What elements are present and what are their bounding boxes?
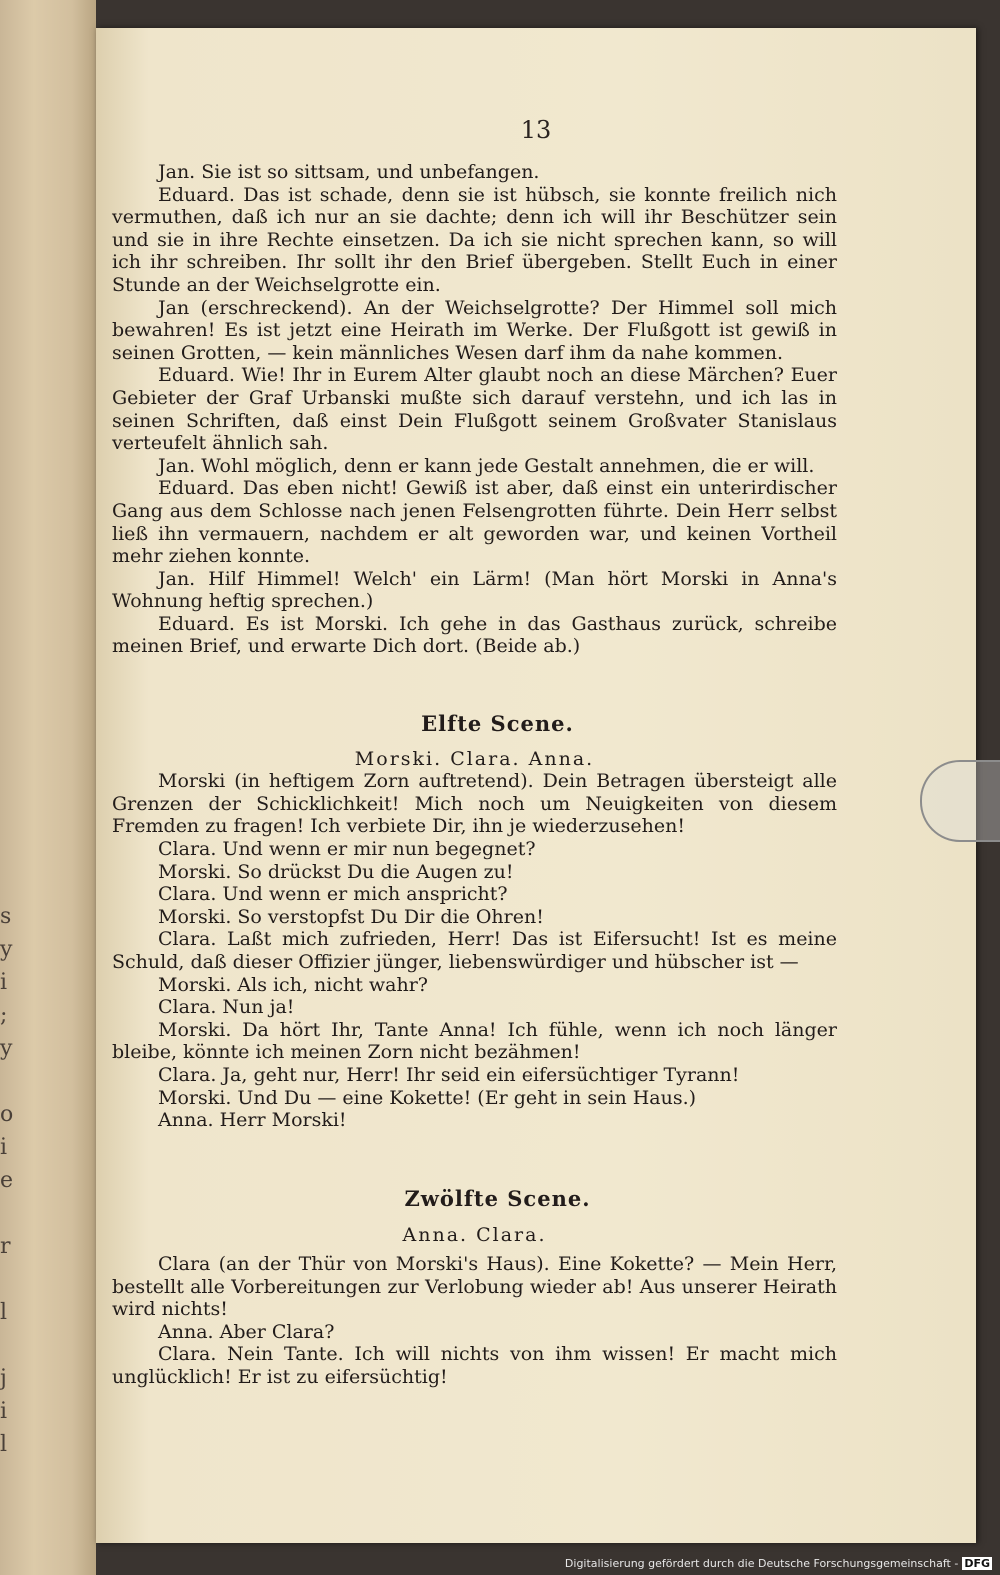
- facing-page-fragments: [0, 900, 14, 1461]
- book-page: [96, 28, 976, 1543]
- edge-char: y: [0, 937, 13, 962]
- page-clip-tab: [920, 760, 1000, 842]
- edge-char: i: [0, 1399, 8, 1424]
- dialogue-line: Jan. Wohl möglich, denn er kann jede Gestalt annehmen, die er will.: [158, 454, 815, 477]
- dialogue-line: Jan. Sie ist so sittsam, und unbefangen.: [158, 161, 540, 183]
- dialogue-line: Morski. Und Du — eine Kokette! (Er geht in sein Haus.): [158, 1086, 697, 1109]
- dfg-logo: DFG: [964, 1557, 990, 1570]
- edge-char: [0, 1329, 14, 1362]
- dialogue-line: Anna. Herr Morski!: [158, 1109, 347, 1132]
- edge-char: l: [0, 1432, 8, 1457]
- edge-char: [0, 1197, 14, 1230]
- edge-char: y: [0, 1036, 13, 1061]
- dialogue-line: Clara. Und wenn er mir nun begegnet?: [158, 838, 536, 861]
- dialogue-line: Morski. So verstopfst Du Dir die Ohren!: [158, 905, 544, 928]
- dialogue-line: Morski. Als ich, nicht wahr?: [158, 973, 428, 996]
- footer-text: Digitalisierung gefördert durch die Deutsche Forschungsgemeinschaft -: [564, 1557, 959, 1570]
- edge-char: r: [0, 1234, 11, 1259]
- dialogue-line: Eduard. Das ist schade, denn sie ist hübsch, sie konnte freilich nich vermuthen, daß ich nur an sie dachte; denn ich will ihr Beschützer sein und sie in ihre Rechte einsetzen. Da ich sie nicht sprechen kann, so will ich ihr schreiben. Ihr sollt ihr den Brief übergeben. Stellt Euch in einer Stunde an der Weichselgrotte ein.: [112, 183, 837, 296]
- dialogue-line: Clara (an der Thür von Morski's Haus). Eine Kokette? — Mein Herr, bestellt alle Vorbereitungen zur Verlobung wieder ab! Aus unserer Heirath wird nichts!: [112, 1252, 837, 1321]
- edge-char: [0, 1263, 14, 1296]
- page-number: 13: [520, 116, 552, 144]
- edge-char: i: [0, 1135, 8, 1160]
- edge-char: s: [0, 904, 12, 929]
- scene-heading: Zwölfte Scene.: [404, 1185, 591, 1211]
- dialogue-line: Anna. Aber Clara?: [158, 1320, 335, 1343]
- edge-char: j: [0, 1366, 7, 1391]
- edge-char: o: [0, 1102, 14, 1127]
- dialogue-line: Eduard. Wie! Ihr in Eurem Alter glaubt noch an diese Märchen? Euer Gebieter der Graf Urbanski mußte sich darauf verstehn, und ich las in seinen Schriften, daß einst Dein Flußgott seinem Großvater Stanislaus verteufelt ähnlich sah.: [112, 364, 837, 455]
- scene-heading: Elfte Scene.: [421, 711, 574, 737]
- dialogue-line: Clara. Und wenn er mich anspricht?: [158, 883, 508, 906]
- dialogue-line: Morski (in heftigem Zorn auftretend). Dein Betragen übersteigt alle Grenzen der Schicklichkeit! Mich noch um Neuigkeiten von diesem Fremden zu fragen! Ich verbiete Dir, ihn je wiederzusehen!: [112, 770, 837, 838]
- dialogue-line: Jan (erschreckend). An der Weichselgrotte? Der Himmel soll mich bewahren! Es ist jetzt eine Heirath im Werke. Der Flußgott ist gewiß in seinen Grotten, — kein männliches Wesen darf ihm da nahe kommen.: [112, 296, 837, 364]
- dialogue-line: Eduard. Das eben nicht! Gewiß ist aber, daß einst ein unterirdischer Gang aus dem Schlosse nach jenen Felsengrotten führte. Dein Herr selbst ließ ihn vermauern, nachdem er alt geworden war, und keinen Vortheil mehr ziehen konnte.: [112, 477, 837, 568]
- facing-page-edge: [0, 0, 96, 1575]
- digitization-footer: [560, 1553, 1000, 1575]
- edge-char: i: [0, 970, 8, 995]
- edge-char: l: [0, 1300, 8, 1325]
- dialogue-line: Clara. Laßt mich zufrieden, Herr! Das ist Eifersucht! Ist es meine Schuld, daß dieser Offizier jünger, liebenswürdiger und hübscher ist —: [112, 928, 837, 973]
- dialogue-line: Clara. Nun ja!: [158, 996, 295, 1019]
- edge-char: ;: [0, 1003, 8, 1028]
- dialogue-line: Jan. Hilf Himmel! Welch' ein Lärm! (Man hört Morski in Anna's Wohnung heftig sprechen.): [112, 567, 837, 613]
- dialogue-line: Morski. So drückst Du die Augen zu!: [158, 860, 514, 883]
- scene-cast: Morski. Clara. Anna.: [354, 747, 595, 770]
- dialogue-line: Morski. Da hört Ihr, Tante Anna! Ich fühle, wenn ich noch länger bleibe, könnte ich meinen Zorn nicht bezähmen!: [112, 1018, 837, 1064]
- dialogue-line: Eduard. Es ist Morski. Ich gehe in das Gasthaus zurück, schreibe meinen Brief, und erwarte Dich dort. (Beide ab.): [112, 612, 837, 658]
- edge-char: e: [0, 1168, 14, 1193]
- dialogue-line: Clara. Ja, geht nur, Herr! Ihr seid ein eifersüchtiger Tyrann!: [158, 1063, 740, 1086]
- page-text: [112, 161, 837, 1389]
- dialogue-line: Clara. Nein Tante. Ich will nichts von ihm wissen! Er macht mich unglücklich! Er ist zu eifersüchtig!: [112, 1343, 837, 1388]
- scene-cast: Anna. Clara.: [402, 1224, 547, 1247]
- edge-char: [0, 1065, 14, 1098]
